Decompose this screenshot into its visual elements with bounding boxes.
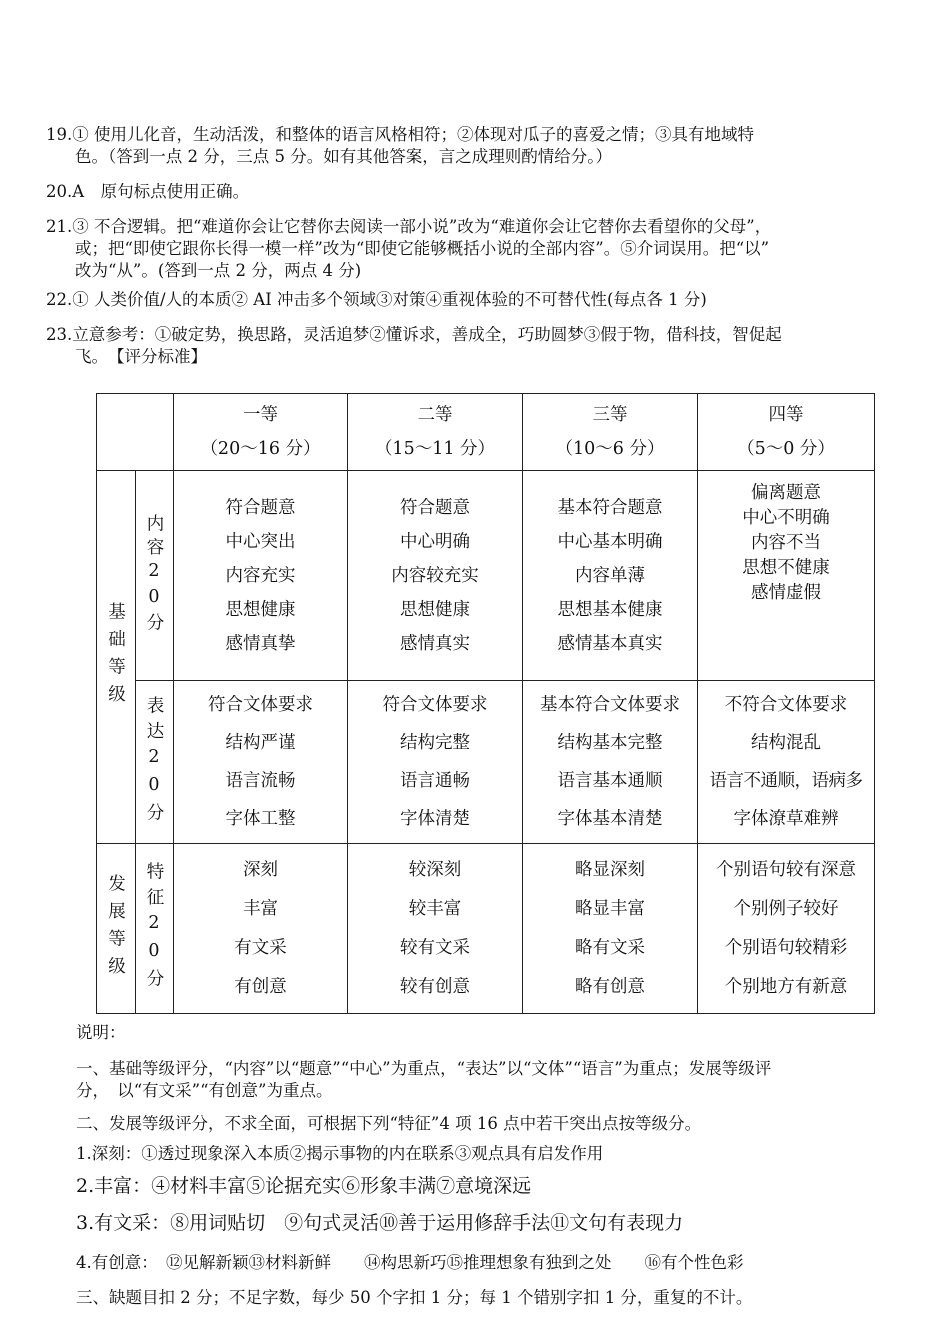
content-grade-2: 符合题意 中心明确 内容较充实 思想健康 感情真实 bbox=[348, 471, 523, 681]
content-label: 内容20分 bbox=[136, 471, 174, 681]
features-grade-3: 略显深刻 略显丰富 略有文采 略有创意 bbox=[523, 844, 698, 1014]
note-2: 二、发展等级评分，不求全面，可根据下列“特征”4 项 16 点中若干突出点按等级分。 bbox=[76, 1114, 702, 1133]
basic-level-label: 基础等级 bbox=[97, 471, 136, 844]
rubric-header-row bbox=[97, 394, 875, 471]
content-grade-1: 符合题意 中心突出 内容充实 思想健康 感情真挚 bbox=[174, 471, 348, 681]
content-grade-4: 偏离题意 中心不明确 内容不当 思想不健康 感情虚假 bbox=[698, 471, 875, 681]
expression-grade-4: 不符合文体要求 结构混乱 语言不通顺，语病多 字体潦草难辨 bbox=[698, 681, 875, 844]
features-grade-4: 个别语句较有深意 个别例子较好 个别语句较精彩 个别地方有新意 bbox=[698, 844, 875, 1014]
grade-1-header: 一等 （20～16 分） bbox=[174, 394, 348, 471]
answer-23-line2: 飞。 【评分标准】 bbox=[75, 347, 207, 366]
answer-19-line2: 色。（答到一点 2 分，三点 5 分。如有其他答案，言之成理则酌情给分。） bbox=[75, 147, 612, 166]
expression-row bbox=[97, 681, 875, 844]
feature-literary: 3.有文采：⑧用词贴切 ⑨句式灵活⑩善于运用修辞手法⑪文句有表现力 bbox=[76, 1212, 684, 1234]
grade-3-header: 三等 （10～6 分） bbox=[523, 394, 698, 471]
features-row bbox=[97, 844, 875, 1014]
expression-grade-1: 符合文体要求 结构严谨 语言流畅 字体工整 bbox=[174, 681, 348, 844]
expression-grade-2: 符合文体要求 结构完整 语言通畅 字体清楚 bbox=[348, 681, 523, 844]
development-level-label: 发展等级 bbox=[97, 844, 136, 1014]
expression-grade-3: 基本符合文体要求 结构基本完整 语言基本通顺 字体基本清楚 bbox=[523, 681, 698, 844]
scoring-rubric-table bbox=[96, 393, 875, 1014]
content-row bbox=[97, 471, 875, 681]
answer-23-line1: 23.立意参考：①破定势，换思路，灵活追梦②懂诉求，善成全，巧助圆梦③假于物，借科技，智促起 bbox=[46, 325, 782, 344]
features-grade-2: 较深刻 较丰富 较有文采 较有创意 bbox=[348, 844, 523, 1014]
note-3: 三、缺题目扣 2 分；不足字数，每少 50 个字扣 1 分；每 1 个错别字扣 1 分，重复的不计。 bbox=[76, 1288, 753, 1307]
answer-19-line1: 19.① 使用儿化音，生动活泼，和整体的语言风格相符；②体现对瓜子的喜爱之情；③具有地域特 bbox=[46, 125, 754, 144]
note-1-line1: 一、基础等级评分，“内容”以“题意”“中心”为重点，“表达”以“文体”“语言”为重点；发展等级评 bbox=[76, 1059, 772, 1078]
expression-label: 表达20分 bbox=[136, 681, 174, 844]
content-grade-3: 基本符合题意 中心基本明确 内容单薄 思想基本健康 感情基本真实 bbox=[523, 471, 698, 681]
features-label: 特征20分 bbox=[136, 844, 174, 1014]
answer-21-line1: 21.③ 不合逻辑。把“难道你会让它替你去阅读一部小说”改为“难道你会让它替你去看望你的父母”， bbox=[46, 217, 772, 236]
notes-title: 说明： bbox=[76, 1023, 126, 1042]
feature-deep: 1.深刻：①透过现象深入本质②揭示事物的内在联系③观点具有启发作用 bbox=[76, 1144, 604, 1163]
feature-creative: 4.有创意： ⑫见解新颖⑬材料新鲜 ⑭构思新巧⑮推理想象有独到之处 ⑯有个性色彩 bbox=[76, 1253, 744, 1272]
note-1-line2: 分， 以“有文采”“有创意”为重点。 bbox=[76, 1081, 333, 1100]
answer-20: 20.A 原句标点使用正确。 bbox=[46, 182, 250, 201]
rubric-corner-cell bbox=[97, 394, 174, 471]
answer-21-line3: 改为“从”。(答到一点 2 分，两点 4 分) bbox=[75, 261, 362, 280]
answer-21-line2: 或；把“即使它跟你长得一模一样”改为“即使它能够概括小说的全部内容”。⑤介词误用。把“以” bbox=[75, 239, 770, 258]
feature-rich: 2.丰富：④材料丰富⑤论据充实⑥形象丰满⑦意境深远 bbox=[76, 1175, 532, 1197]
answer-22: 22.① 人类价值/人的本质② AI 冲击多个领域③对策④重视体验的不可替代性(每点各 1 分) bbox=[46, 290, 707, 309]
grade-4-header: 四等 （5～0 分） bbox=[698, 394, 875, 471]
features-grade-1: 深刻 丰富 有文采 有创意 bbox=[174, 844, 348, 1014]
grade-2-header: 二等 （15～11 分） bbox=[348, 394, 523, 471]
